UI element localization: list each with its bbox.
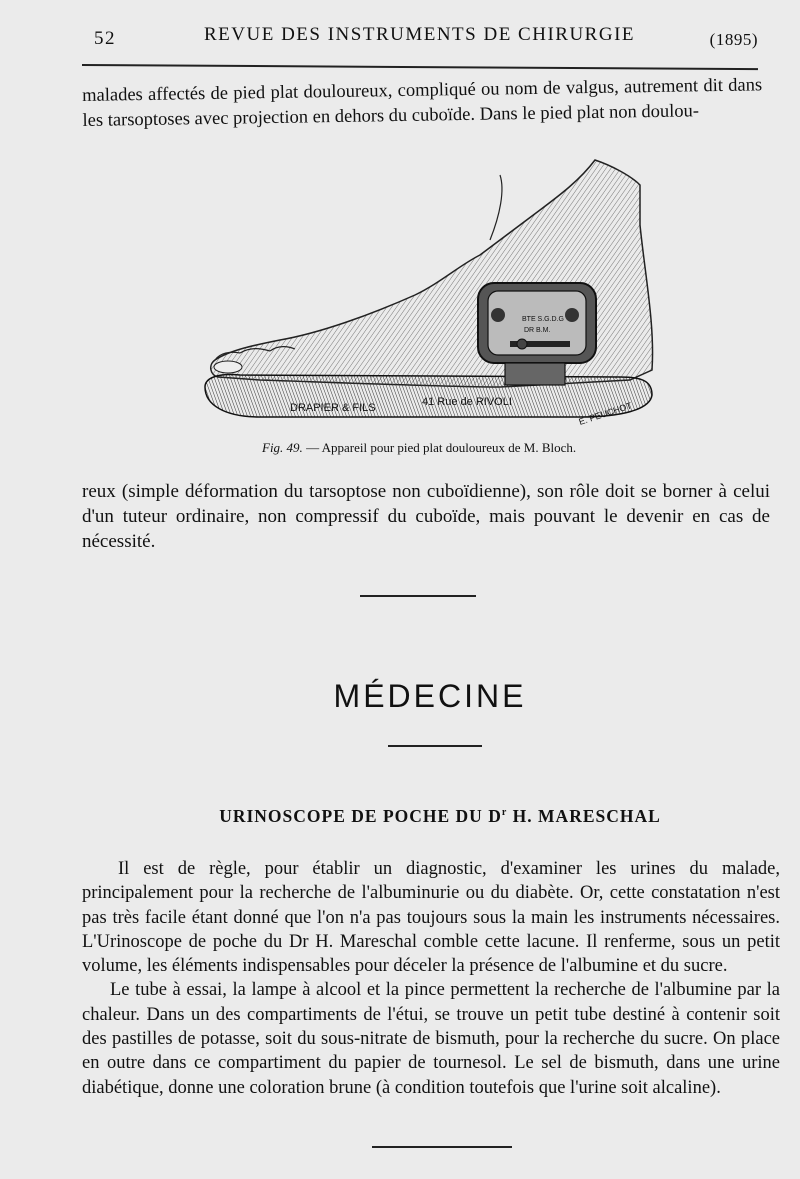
intro-paragraph: malades affectés de pied plat douloureux, compliqué ou nom de valgus, autrement dit dans les tarsoptoses avec projection en dehors du cuboïde. Dans le pied plat non doulou- — [82, 75, 763, 131]
page-number: 52 — [94, 28, 116, 49]
plate-text-1: BTE S.G.D.G — [522, 316, 565, 323]
article-paragraph-1: Il est de règle, pour établir un diagnostic, d'examiner les urines du malade, principalement pour la recherche de l'albuminurie ou du diabète. Or, cette constatation n'est pas très facile étant donné que l'on n'a pas toujours sous la main les instruments nécessaires. L'Urinoscope de poche du Dr H. Mareschal comble cette lacune. Il renferme, sous un petit volume, les éléments indispensables pour déceler la présence de l'albumine et du sucre. — [82, 859, 780, 977]
year: (1895) — [709, 30, 758, 49]
article-title-sup: r — [501, 807, 508, 819]
section-title: MÉDECINE — [333, 678, 527, 714]
sole-engraving-left: DRAPIER & FILS — [290, 402, 376, 414]
section-rule — [388, 745, 482, 747]
figure-caption-label: Fig. 49. — [262, 440, 303, 455]
article-title-prefix: URINOSCOPE DE POCHE DU D — [219, 806, 502, 826]
article-title — [190, 806, 690, 827]
article-body — [82, 857, 780, 1100]
header-rule — [82, 64, 758, 70]
end-rule — [372, 1146, 512, 1148]
article-title-suffix: H. MARESCHAL — [507, 806, 661, 826]
sole-engraving-right: 41 Rue de RIVOLI — [422, 396, 512, 408]
continuation-paragraph: reux (simple déformation du tarsoptose non cuboïdienne), son rôle doit se borner à celui d'un tuteur ordinaire, non compressif du cuboïde, mais pouvant le devenir en cas de nécessité. — [82, 481, 770, 552]
figure-caption-text: — Appareil pour pied plat douloureux de M. Bloch. — [306, 440, 577, 455]
plate-text-2: DR B.M. — [524, 327, 551, 334]
engraver-signature: E. PEUCHOT — [577, 400, 633, 427]
divider-rule — [360, 595, 476, 597]
figure-foot-appliance — [200, 155, 660, 430]
running-title: REVUE DES INSTRUMENTS DE CHIRURGIE — [204, 24, 635, 45]
figure-caption — [262, 440, 622, 456]
running-header — [82, 22, 760, 48]
article-paragraph-2: Le tube à essai, la lampe à alcool et la pince permettent la recherche de l'albumine par la chaleur. Dans un des compartiments de l'étui, se trouve un petit tube destiné à contenir soit des pastilles de potasse, soit du sous-nitrate de bismuth, pour la recherche du sucre. On place en outre dans ce compartiment du papier de tournesol. Le sel de bismuth, dans une urine diabétique, donne une coloration brune (à condition toutefois que l'urine soit alcaline). — [82, 980, 780, 1098]
foot-illustration — [200, 155, 660, 430]
